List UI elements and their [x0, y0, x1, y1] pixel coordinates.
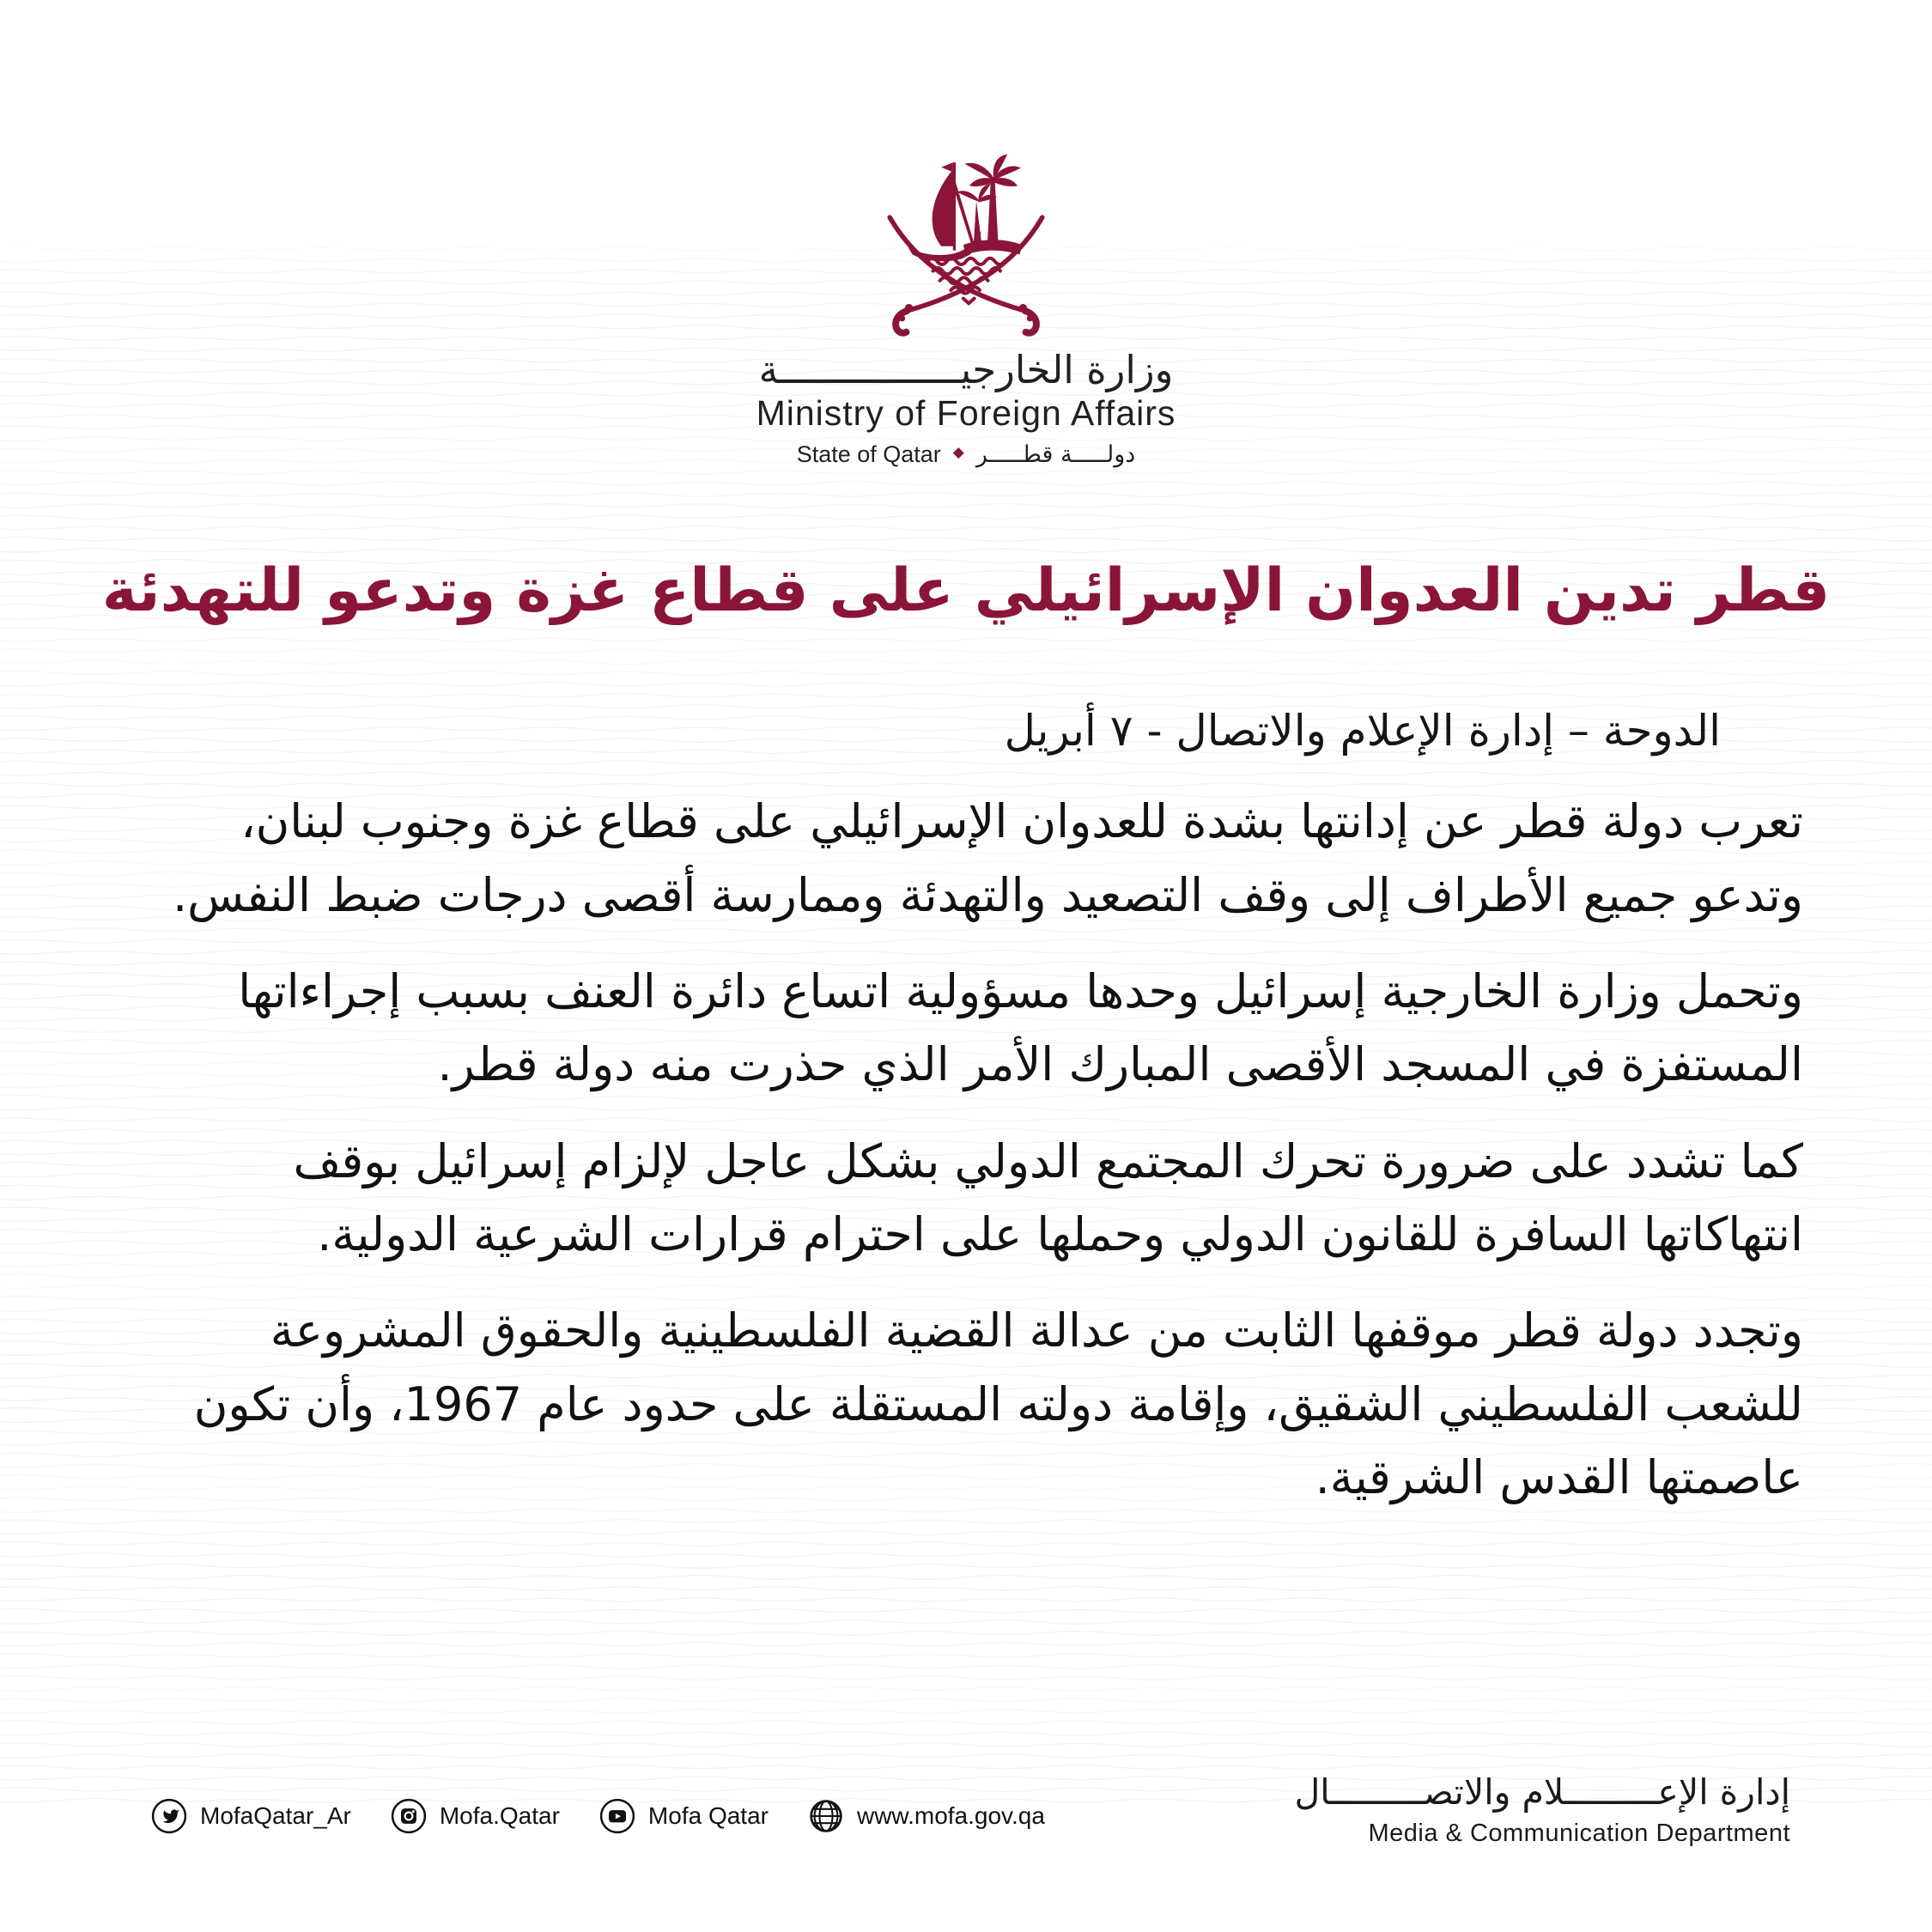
ministry-name-english: Ministry of Foreign Affairs	[756, 393, 1176, 433]
state-of-qatar-line	[0, 441, 1932, 468]
website-link[interactable]	[808, 1798, 1045, 1834]
mofa-logo-block	[0, 0, 1932, 468]
state-name-english: State of Qatar	[796, 441, 941, 467]
youtube-handle: Mofa Qatar	[647, 1802, 769, 1829]
social-link-instagram[interactable]	[391, 1798, 560, 1834]
social-link-youtube[interactable]	[599, 1798, 769, 1834]
twitter-icon	[151, 1798, 187, 1834]
statement-paragraphs	[129, 785, 1803, 1514]
statement-paragraph: تعرب دولة قطر عن إدانتها بشدة للعدوان الإسرائيلي على قطاع غزة وجنوب لبنان، وتدعو جميع الأطراف إلى وقف التصعيد والتهدئة وممارسة أقصى درجات ضبط النفس.	[172, 794, 1803, 922]
state-name-arabic: دولـــــة قطـــــر	[975, 441, 1136, 468]
statement-paragraph: وتحمل وزارة الخارجية إسرائيل وحدها مسؤولية اتساع دائرة العنف بسبب إجراءاتها المستفزة في المسجد الأقصى المبارك الأمر الذي حذرت منه دولة قطر.	[238, 963, 1803, 1092]
twitter-handle: MofaQatar_Ar	[200, 1802, 351, 1829]
instagram-handle: Mofa.Qatar	[439, 1802, 560, 1829]
youtube-icon	[599, 1798, 635, 1834]
maroon-diamond-icon: ◆	[952, 444, 964, 461]
department-signature	[1294, 1771, 1790, 1848]
statement-paragraph: كما تشدد على ضرورة تحرك المجتمع الدولي بشكل عاجل لإلزام إسرائيل بوقف انتهاكاتها السافرة للقانون الدولي وحملها على احترام قرارات الشرعية الدولية.	[293, 1133, 1803, 1261]
ministry-name-arabic: وزارة الخارجيــــــــــــــــة	[758, 347, 1174, 392]
statement-paragraph: وتجدد دولة قطر موقفها الثابت من عدالة القضية الفلسطينية والحقوق المشروعة للشعب الفلسطيني الشقيق، وإقامة دولته المستقلة على حدود عام 1967، وأن تكون عاصمتها القدس الشرقية.	[193, 1303, 1803, 1504]
statement-title: قطر تدين العدوان الإسرائيلي على قطاع غزة وتدعو للتهدئة	[101, 556, 1831, 625]
department-name-english: Media & Communication Department	[1368, 1820, 1790, 1848]
website-url: www.mofa.gov.qa	[856, 1802, 1045, 1829]
social-link-twitter[interactable]	[151, 1798, 351, 1834]
qatar-emblem-icon	[884, 153, 1048, 338]
instagram-icon	[391, 1798, 427, 1834]
statement-body-block	[0, 706, 1932, 1514]
globe-icon	[808, 1798, 844, 1834]
social-links-row	[151, 1798, 1045, 1834]
department-name-arabic: إدارة الإعـــــــــلام والاتصـــــــــال	[1294, 1771, 1790, 1813]
statement-dateline: الدوحة – إدارة الإعلام والاتصال - ٧ أبريل	[1004, 706, 1721, 756]
